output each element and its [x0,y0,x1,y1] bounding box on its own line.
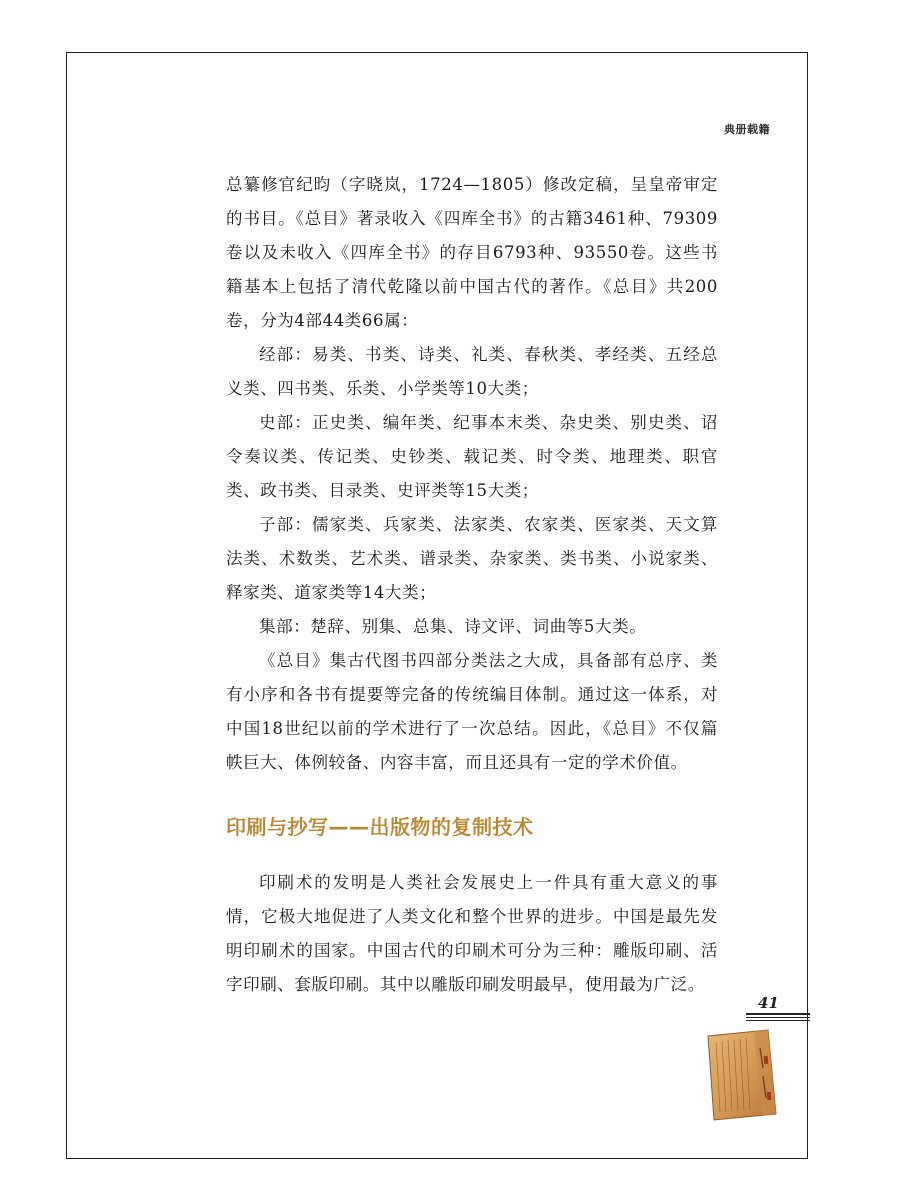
paragraph-printing: 印刷术的发明是人类社会发展史上一件具有重大意义的事情，它极大地促进了人类文化和整个世界的进步。中国是最先发明印刷术的国家。中国古代的印刷术可分为三种：雕版印刷、活字印刷、套版印刷。其中以雕版印刷发明最早，使用最为广泛。 [226,873,718,994]
page-number-block [746,993,810,1021]
page-number-rules [746,1013,810,1021]
page-number: 41 [758,994,779,1012]
paragraph-zi-bu: 子部：儒家类、兵家类、法家类、农家类、医家类、天文算法类、术数类、艺术类、谱录类、杂家类、类书类、小说家类、释家类、道家类等14大类； [226,515,718,602]
paragraph-intro: 总纂修官纪昀（字晓岚，1724—1805）修改定稿，呈皇帝审定的书目。《总目》著录收入《四库全书》的古籍3461种、79309卷以及未收入《四库全书》的存目6793种、93550卷。这些书籍基本上包括了清代乾隆以前中国古代的著作。《总目》共200卷，分为4部44类66属： [226,175,718,330]
paragraph-jing-bu: 经部：易类、书类、诗类、礼类、春秋类、孝经类、五经总义类、四书类、乐类、小学类等10大类； [226,345,718,398]
paragraph-zongmu-summary: 《总目》集古代图书四部分类法之大成，具备部有总序、类有小序和各书有提要等完备的传统编目体制。通过这一体系，对中国18世纪以前的学术进行了一次总结。因此，《总目》不仅篇帙巨大、体例较备、内容丰富，而且还具有一定的学术价值。 [226,651,718,772]
running-header: 典册载籍 [724,123,770,136]
paragraph-shi-bu: 史部：正史类、编年类、纪事本末类、杂史类、别史类、诏令奏议类、传记类、史钞类、载记类、时令类、地理类、职官类、政书类、目录类、史评类等15大类； [226,413,718,500]
paragraph-ji-bu: 集部：楚辞、别集、总集、诗文评、词曲等5大类。 [259,617,647,636]
ancient-book-image [702,1028,778,1122]
section-heading: 印刷与抄写——出版物的复制技术 [226,815,534,839]
